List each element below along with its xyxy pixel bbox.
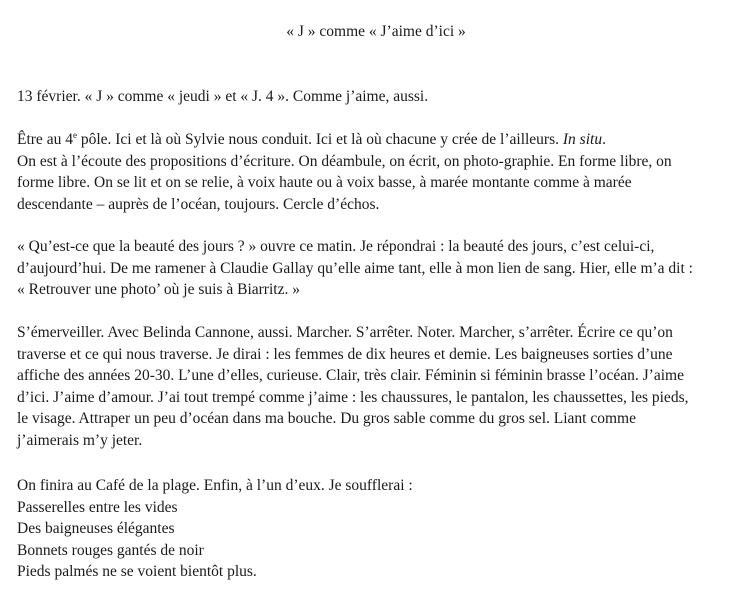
text-line: S’émerveiller. Avec Belinda Cannone, aussi. Marcher. S’arrêter. Noter. Marcher, s’arrêter. Écrire ce qu’on bbox=[17, 324, 673, 341]
poem-line: Pieds palmés ne se voient bientôt plus. bbox=[17, 563, 257, 580]
superscript: e bbox=[72, 130, 77, 140]
text-line: On finira au Café de la plage. Enfin, à l’un d’eux. Je soufflerai : bbox=[17, 477, 413, 494]
text-fragment: pôle. Ici et là où Sylvie nous conduit. Ici et là où chacune y crée de l’ailleurs. bbox=[76, 131, 563, 148]
text-line: traverse et ce qui nous traverse. Je dirai : les femmes de dix heures et demie. Les baigneuses sorties d’une bbox=[17, 345, 673, 363]
text-fragment: . bbox=[602, 131, 606, 148]
text-line: le visage. Attraper un peu d’océan dans ma bouche. Du gros sable comme du gros sel. Liant comme bbox=[17, 410, 636, 427]
text-line: On est à l’écoute des propositions d’écriture. On déambule, on écrit, on photo-graphie. En forme libre, on bbox=[17, 152, 672, 170]
text-line bbox=[17, 129, 735, 151]
poem-line: Passerelles entre les vides bbox=[17, 498, 178, 516]
paragraph-poem bbox=[17, 475, 735, 583]
text-fragment: Être au 4 bbox=[17, 131, 73, 148]
text-line: j’aimerais m’y jeter. bbox=[17, 431, 143, 449]
paragraph-beaute bbox=[17, 236, 735, 301]
text-line: forme libre. On se lit et on se relie, à voix haute ou à voix basse, à marée montante comme à marée bbox=[17, 174, 632, 191]
text-line: d’ici. J’aime d’amour. J’ai tout trempé comme j’aime : les chaussures, le pantalon, les chaussettes, les pieds, bbox=[17, 388, 689, 406]
text-line: « Qu’est-ce que la beauté des jours ? » ouvre ce matin. Je répondrai : la beauté des jours, c’est celui-ci, bbox=[17, 238, 655, 255]
italic-text: In situ bbox=[562, 131, 603, 148]
text-line: d’aujourd’hui. De me ramener à Claudie Gallay qu’elle aime tant, elle à mon lien de sang. Hier, elle m’a dit : bbox=[17, 259, 693, 277]
poem-line: Des baigneuses élégantes bbox=[17, 520, 175, 537]
paragraph-emerveiller bbox=[17, 322, 735, 451]
text-line: « Retrouver une photo’ où je suis à Biarritz. » bbox=[17, 281, 300, 298]
text-line: affiche des années 20-30. L’une d’elles, curieuse. Clair, très clair. Féminin si féminin brasse l’océan. J’aime bbox=[17, 367, 684, 384]
paragraph-pole bbox=[17, 129, 735, 215]
document-title: « J » comme « J’aime d’ici » bbox=[286, 23, 466, 40]
text-line: descendante – auprès de l’océan, toujours. Cercle d’échos. bbox=[17, 195, 380, 213]
text-line: 13 février. « J » comme « jeudi » et « J. 4 ». Comme j’aime, aussi. bbox=[17, 88, 429, 105]
paragraph-date bbox=[17, 86, 735, 108]
poem-line: Bonnets rouges gantés de noir bbox=[17, 541, 204, 559]
